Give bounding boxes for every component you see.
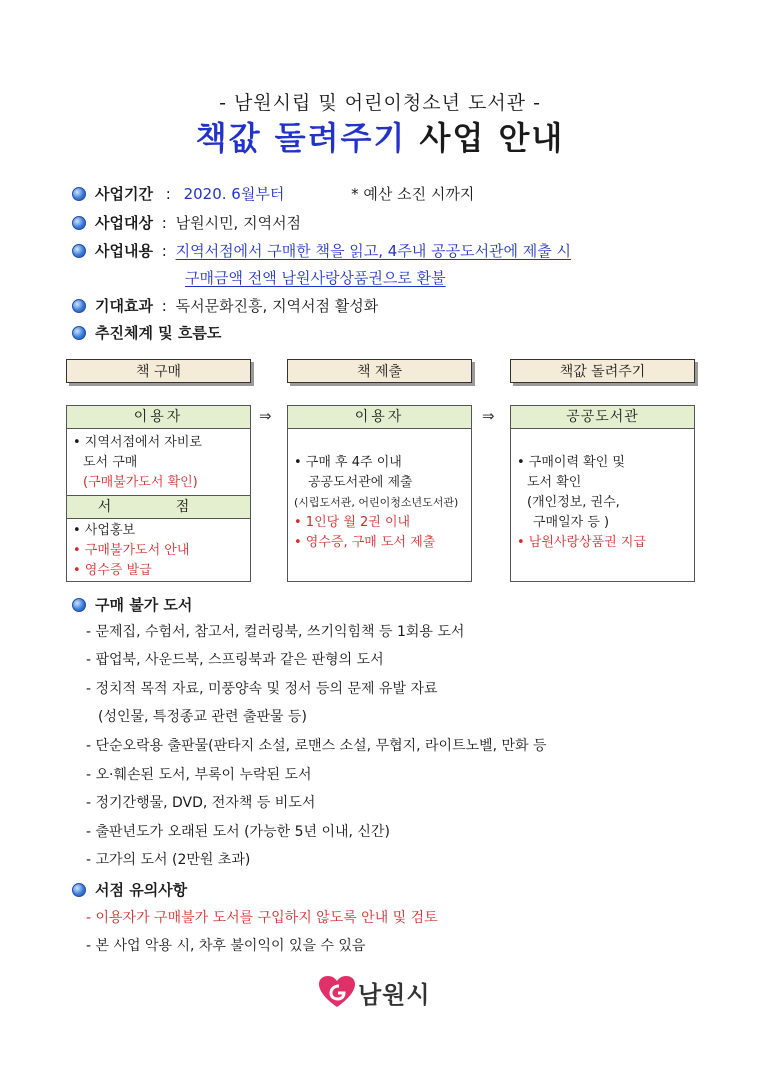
column-line: • 구매불가도서 안내	[73, 543, 190, 558]
column-line: (구매불가도서 확인)	[83, 475, 198, 490]
column-line: • 사업홍보	[73, 523, 136, 538]
column-line: 구매일자 등 )	[533, 515, 610, 530]
flow-column-user	[66, 405, 251, 582]
arrow-icon: ⇒	[259, 407, 272, 425]
column-head: 공공도서관	[511, 406, 694, 429]
target-value: 남원시민, 지역서점	[175, 214, 302, 232]
column-line: (개인정보, 권수,	[527, 495, 620, 510]
target-label: 사업대상	[95, 214, 153, 232]
column-line: • 구매 후 4주 이내	[294, 455, 402, 470]
column-head: 이용자	[288, 406, 471, 429]
flow-column-library	[510, 405, 695, 582]
column-line: • 1인당 월 2권 이내	[294, 515, 411, 530]
flow-row	[72, 322, 221, 343]
content-label: 사업내용	[95, 242, 153, 260]
column-body	[288, 429, 471, 557]
list-item: - 오·훼손된 도서, 부록이 누락된 도서	[86, 767, 312, 783]
list-item: - 이용자가 구매불가 도서를 구입하지 않도록 안내 및 검토	[86, 910, 438, 926]
effect-value: 독서문화진흥, 지역서점 활성화	[175, 297, 379, 315]
column-subhead-bookstore: 서 점	[67, 495, 250, 519]
title-rest: 사업 안내	[406, 119, 565, 157]
excluded-title: 구매 불가 도서	[95, 596, 193, 614]
effect-row	[72, 295, 378, 316]
colon: :	[161, 242, 167, 260]
target-row	[72, 212, 301, 233]
title-highlight: 책값 돌려주기	[195, 119, 407, 157]
effect-label: 기대효과	[95, 297, 153, 315]
bullet-icon	[72, 299, 86, 313]
colon: :	[165, 185, 171, 203]
column-head: 이용자	[67, 406, 250, 429]
content-row	[72, 240, 571, 261]
column-line: (시립도서관, 어린이청소년도서관)	[294, 496, 459, 509]
column-line: • 영수증, 구매 도서 제출	[294, 535, 436, 550]
content-line-1: 지역서점에서 구매한 책을 읽고, 4주내 공공도서관에 제출 시	[175, 242, 572, 260]
list-item: (성인물, 특정종교 관련 출판물 등)	[98, 709, 307, 725]
column-line: • 영수증 발급	[73, 563, 152, 578]
bullet-icon	[72, 187, 86, 201]
column-line: • 남원사랑상품권 지급	[517, 535, 646, 550]
bullet-icon	[72, 326, 86, 340]
stage-buy: 책 구매	[66, 359, 251, 383]
column-body	[67, 429, 250, 495]
period-row	[72, 183, 474, 204]
period-note: * 예산 소진 시까지	[351, 185, 475, 203]
logo-text: 남원시	[358, 980, 431, 1009]
namwon-logo	[318, 974, 431, 1010]
colon: :	[161, 214, 167, 232]
list-item: - 정치적 목적 자료, 미풍양속 및 정서 등의 문제 유발 자료	[86, 681, 438, 697]
content-line-2: 구매금액 전액 남원사랑상품권으로 환불	[185, 269, 446, 287]
content-row-2	[185, 267, 446, 288]
list-item: - 문제집, 수험서, 참고서, 컬러링북, 쓰기익힘책 등 1회용 도서	[86, 624, 465, 640]
list-item: - 고가의 도서 (2만원 초과)	[86, 852, 251, 868]
page-title	[0, 113, 760, 159]
list-item: - 본 사업 악용 시, 차후 불이익이 있을 수 있음	[86, 938, 366, 954]
column-line: 도서 구매	[83, 455, 138, 470]
bullet-icon	[72, 216, 86, 230]
column-line: • 구매이력 확인 및	[517, 455, 625, 470]
column-line: 공공도서관에 제출	[308, 475, 413, 490]
period-value: 2020. 6월부터	[183, 185, 285, 203]
stage-refund: 책값 돌려주기	[510, 359, 695, 383]
column-line: • 지역서점에서 자비로	[73, 435, 202, 450]
colon: :	[161, 297, 167, 315]
notes-title: 서점 유의사항	[95, 881, 188, 899]
column-body	[511, 429, 694, 557]
subtitle: - 남원시립 및 어린이청소년 도서관 -	[219, 92, 541, 114]
bullet-icon	[72, 244, 86, 258]
bullet-icon	[72, 598, 86, 612]
excluded-heading	[72, 594, 192, 615]
flow-label: 추진체계 및 흐름도	[95, 324, 222, 342]
list-item: - 정기간행물, DVD, 전자책 등 비도서	[86, 795, 316, 811]
list-item: - 팝업북, 사운드북, 스프링북과 같은 판형의 도서	[86, 652, 384, 668]
bullet-icon	[72, 883, 86, 897]
period-label: 사업기간	[95, 185, 153, 203]
column-line: 도서 확인	[527, 475, 582, 490]
heart-logo-icon	[318, 975, 356, 1009]
list-item: - 단순오락용 출판물(판타지 소설, 로맨스 소설, 무협지, 라이트노벨, 만화 등	[86, 738, 547, 754]
column-body	[67, 519, 250, 585]
notes-heading	[72, 879, 187, 900]
arrow-icon: ⇒	[482, 407, 495, 425]
list-item: - 출판년도가 오래된 도서 (가능한 5년 이내, 신간)	[86, 824, 390, 840]
stage-submit: 책 제출	[287, 359, 472, 383]
flow-column-submit	[287, 405, 472, 582]
